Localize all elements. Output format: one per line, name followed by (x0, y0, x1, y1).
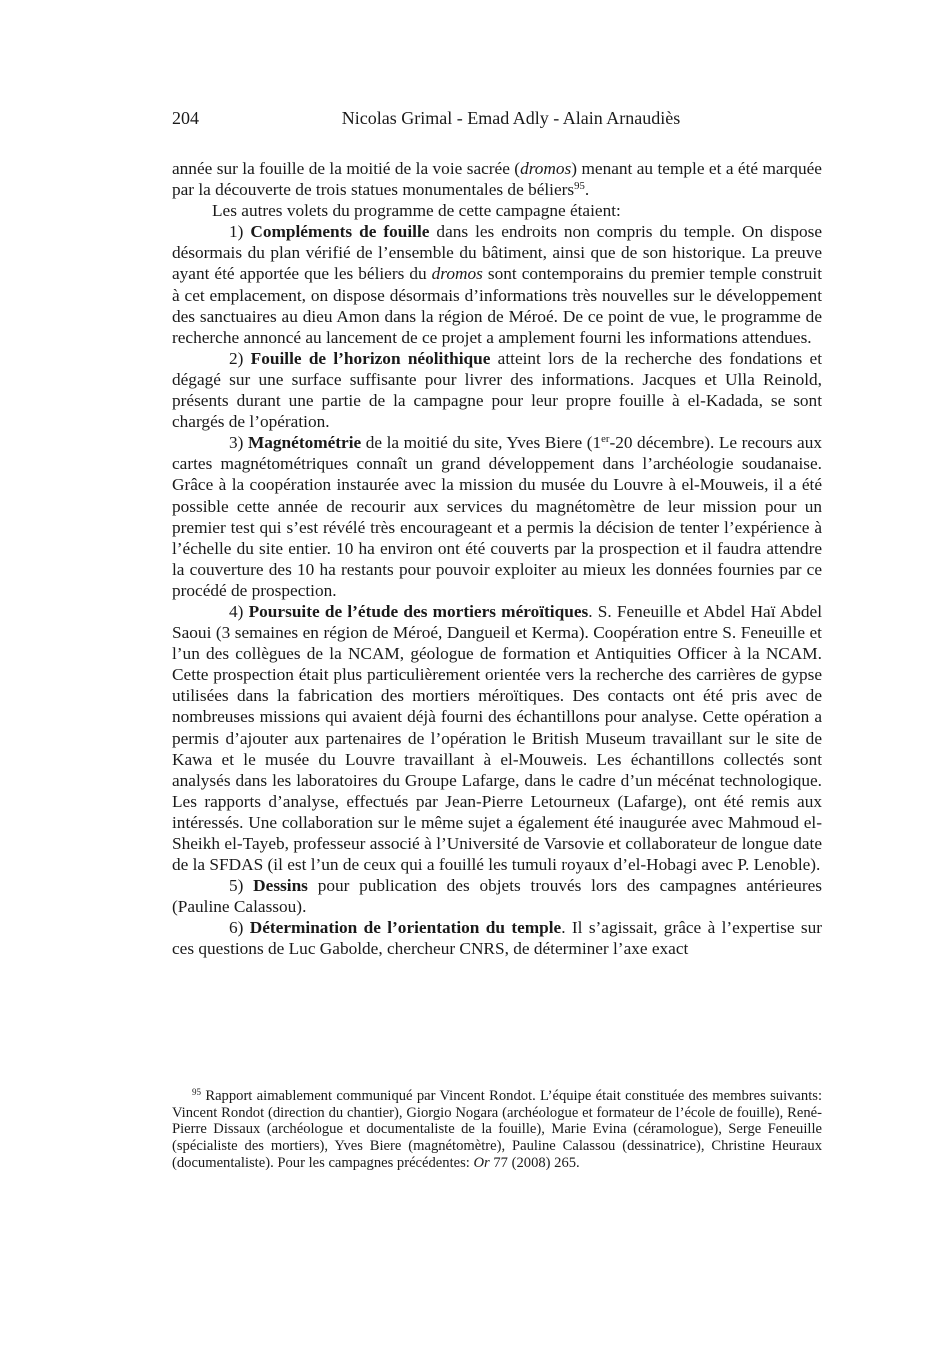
page-number: 204 (172, 108, 199, 128)
page-header (172, 108, 822, 134)
running-title: Nicolas Grimal - Emad Adly - Alain Arnaudiès (341, 108, 681, 128)
list-item-5: 5) Dessins pour publication des objets trouvés lors des campagnes antérieures (Pauline Calassou). (172, 876, 822, 917)
footnote-number: 95 (192, 1087, 202, 1098)
item-title: Compléments de fouille (250, 222, 430, 242)
footnote-95: $^{95}$ Rapport aimablement communiqué par Vincent Rondot. L’équipe était constituée des membres suivants: Vincent Rondot (direction du chantier), Giorgio Nogara (archéologue et formateur de l’école de fouille), René-Pierre Dissaux (archéologue et documentaliste de la fouille), Marie Evina (céramologue), Serge Feneuille (spécialiste des mortiers), Yves Biere (magnétomètre), Pauline Calassou (dessinatrice), Christine Heuraux (documentaliste). Pour les campagnes précédentes: Or 77 (2008) 265. (172, 1087, 822, 1171)
list-item-3: 3) Magnétométrie de la moitié du site, Yves Biere (1er-20 décembre). Le recours aux cartes magnétométriques connaît un grand développement dans l’archéologie soudanaise. Grâce à la coopération instaurée avec la mission du musée du Louvre à el-Mouweis, il a été possible cette année de recourir aux services du magnétomètre de leur mission pour un premier test qui s’est révélé très encourageant et a permis la décision de tenter l’expérience à l’échelle du site entier. 10 ha environ ont été couverts par la prospection et il faudra attendre la couverture des 10 ha restants pour pouvoir exploiter au mieux les données fournies par ce procédé de prospection. (172, 433, 822, 600)
item-title: Fouille de l’horizon néolithique (250, 348, 491, 368)
item-title: Poursuite de l’étude des mortiers méroïtiques (248, 601, 589, 621)
paragraph-program: Les autres volets du programme de cette campagne étaient: (212, 201, 621, 221)
body-text (172, 158, 822, 960)
footnote-ref: 95 (574, 180, 585, 193)
item-title: Magnétométrie (247, 433, 362, 453)
list-item-4: 4) Poursuite de l’étude des mortiers méroïtiques. S. Feneuille et Abdel Haï Abdel Saoui (3 semaines en région de Méroé, Dangueil et Kerma). Coopération entre S. Feneuille et l’un des collègues de la NCAM, géologue de formation et Antiquities Officer à la NCAM. Cette prospection était plus particulièrement orientée vers la recherche des carrières de gypse utilisées dans la fabrication des mortiers méroïtiques. Des contacts ont été pris avec de nombreuses missions qui avaient déjà fourni des échantillons pour analyse. Cette opération a permis d’ajouter aux partenaires de l’opération le British Museum travaillant sur le site de Kawa et le musée du Louvre travaillant à el-Mouweis. Les échantillons collectés sont analysés dans les laboratoires du Groupe Lafarge, dans le cadre d’un mécénat technologique. Les rapports d’analyse, effectués par Jean-Pierre Letourneux (Lafarge), ont été remis aux intéressés. Une collaboration sur le même sujet a également été inaugurée avec Mahmoud el-Sheikh el-Tayeb, professeur associé à l’Université de Varsovie et collaborateur de longue date de la SFDAS (il est l’un de ceux qui a fouillé les tumuli royaux d’el-Hobagi avec P. Lenoble). (172, 601, 822, 875)
list-item-1: 1) Compléments de fouille dans les endroits non compris du temple. On dispose désormais du plan vérifié de l’ensemble du bâtiment, ainsi que de son historique. La preuve ayant été apportée que les béliers du dromos sont contemporains du premier temple construit à cet emplacement, on dispose désormais d’informations très nouvelles sur le développement des sanctuaires au dieu Amon dans la région de Méroé. De ce point de vue, le programme de recherche annoncé au lancement de ce projet a amplement fourni les informations attendues. (172, 222, 822, 347)
paragraph-intro: année sur la fouille de la moitié de la voie sacrée (dromos) menant au temple et a été marquée par la découverte de trois statues monumentales de béliers$^{95}$. (172, 159, 822, 200)
list-item-6: 6) Détermination de l’orientation du temple. Il s’agissait, grâce à l’expertise sur ces questions de Luc Gabolde, chercheur CNRS, de déterminer l’axe exact (172, 918, 823, 959)
list-item-2: 2) Fouille de l’horizon néolithique atteint lors de la recherche des fondations et dégagé sur une surface suffisante pour livrer des informations. Jacques et Ulla Reinold, présents durant une partie de la campagne pour leur propre fouille à el-Kadada, se sont chargés de l’opération. (172, 348, 822, 432)
item-title: Détermination de l’orientation du temple (249, 918, 562, 938)
footnotes (172, 1088, 822, 1172)
item-title: Dessins (253, 876, 308, 896)
